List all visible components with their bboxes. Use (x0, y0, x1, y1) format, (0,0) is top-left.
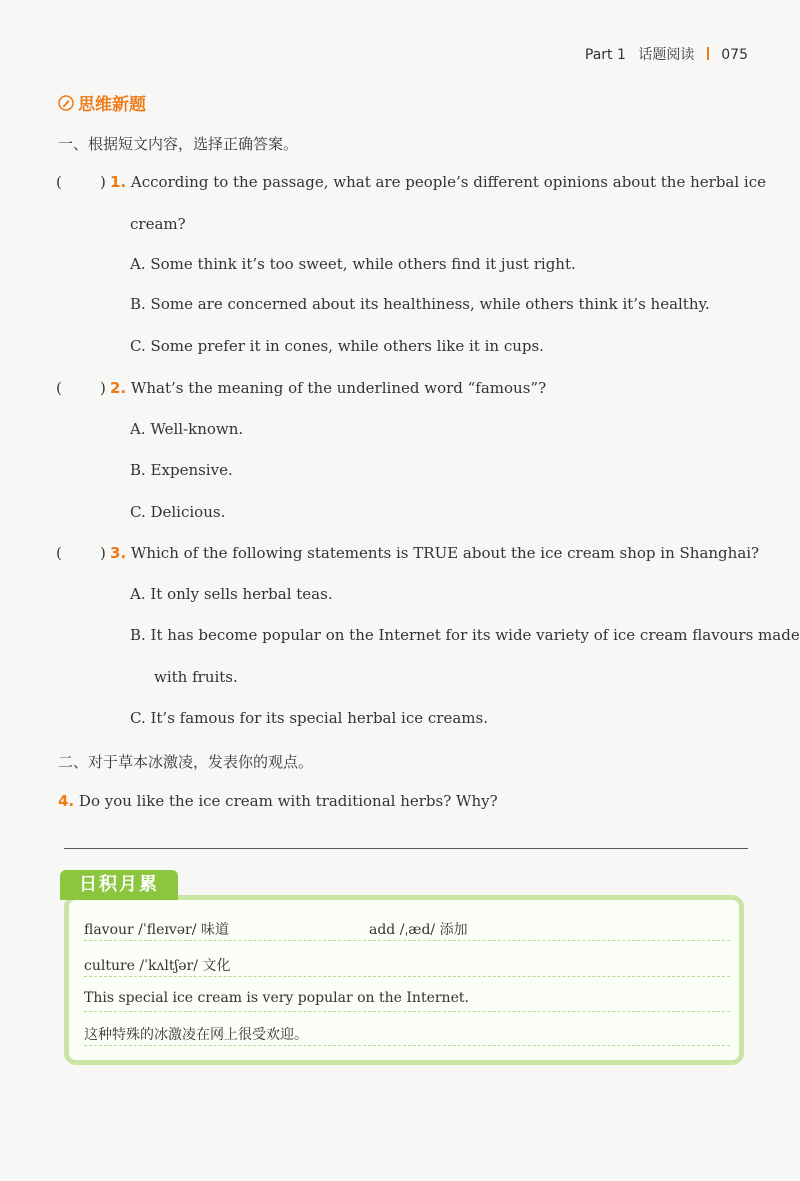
page-number: 075 (721, 47, 748, 63)
dashed-divider (84, 1045, 730, 1046)
question-4 (58, 792, 498, 810)
part2-heading: 二、对于草本冰激凌，发表你的观点。 (58, 753, 314, 771)
question-number: 1. (110, 173, 127, 191)
option-3b: B. It has become popular on the Internet for its wide variety of ice cream flavours made (130, 626, 800, 644)
vocab-word-culture: culture /ˈkʌltʃər/ 文化 (84, 958, 231, 974)
option-3b-cont: with fruits. (154, 668, 238, 686)
question-1-stem-cont: cream? (130, 215, 186, 233)
header-topic: 话题阅读 (638, 47, 695, 63)
vocab-word-add: add /ˌæd/ 添加 (369, 922, 468, 938)
question-2-stem (110, 379, 546, 397)
example-sentence-zh: 这种特殊的冰激凌在网上很受欢迎。 (84, 1027, 308, 1043)
dashed-divider (84, 940, 730, 941)
part1-heading: 一、根据短文内容，选择正确答案。 (58, 135, 299, 153)
option-2a: A. Well-known. (130, 420, 244, 438)
header-part: Part 1 (584, 47, 626, 63)
page-header (585, 44, 748, 64)
question-number: 3. (110, 544, 127, 562)
question-text: Which of the following statements is TRUE about the ice cream shop in Shanghai? (130, 544, 760, 562)
answer-blank-2[interactable]: ( ) (56, 379, 106, 397)
answer-blank-3[interactable]: ( ) (56, 544, 106, 562)
vocab-word-flavour: flavour /ˈfleɪvər/ 味道 (84, 922, 229, 938)
option-2c: C. Delicious. (130, 503, 226, 521)
option-1b: B. Some are concerned about its healthiness, while others think it’s healthy. (130, 295, 710, 313)
question-number: 2. (110, 379, 127, 397)
question-text: According to the passage, what are people’s different opinions about the herbal ice (130, 173, 767, 191)
option-2b: B. Expensive. (130, 461, 233, 479)
question-number: 4. (58, 792, 75, 810)
answer-blank-1[interactable]: ( ) (56, 173, 106, 191)
header-separator (707, 47, 709, 60)
question-1-stem (110, 173, 766, 191)
question-text: What’s the meaning of the underlined word “famous”? (130, 379, 547, 397)
pencil-circle-icon (58, 95, 74, 111)
option-3c: C. It’s famous for its special herbal ice creams. (130, 709, 488, 727)
dashed-divider (84, 976, 730, 977)
answer-line[interactable] (64, 848, 748, 849)
question-3-stem (110, 544, 759, 562)
option-1c: C. Some prefer it in cones, while others like it in cups. (130, 337, 544, 355)
section-title-text: 思维新题 (78, 95, 146, 115)
option-1a: A. Some think it’s too sweet, while others find it just right. (130, 255, 576, 273)
question-text: Do you like the ice cream with traditional herbs? Why? (78, 792, 498, 810)
dashed-divider (84, 1011, 730, 1012)
vocab-title: 日积月累 (60, 870, 178, 900)
example-sentence-en: This special ice cream is very popular on the Internet. (84, 990, 469, 1006)
option-3a: A. It only sells herbal teas. (130, 585, 333, 603)
section-title (58, 90, 146, 115)
